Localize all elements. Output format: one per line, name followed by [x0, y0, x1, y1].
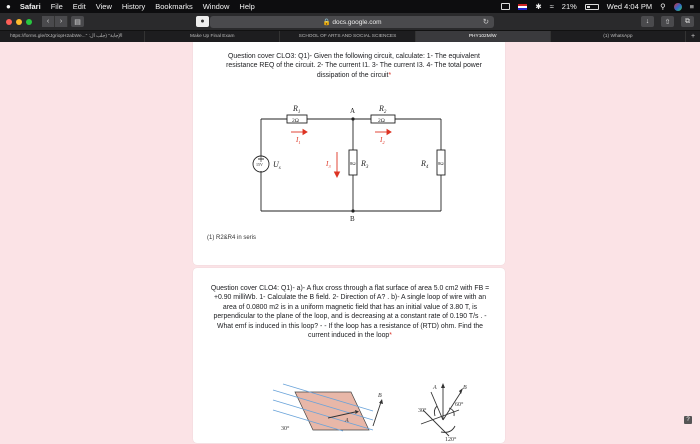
question-card-1: [193, 42, 505, 265]
required-mark: *: [388, 71, 392, 79]
question-2-text: [207, 284, 493, 340]
source-value: 15V: [256, 162, 263, 167]
address-text: docs.google.com: [332, 18, 382, 26]
input-source-flag-icon[interactable]: [518, 4, 527, 10]
r1-label: $R_1$: [293, 104, 301, 115]
node-a-label: A: [350, 107, 356, 115]
tab-bar: [0, 31, 700, 42]
menu-file[interactable]: File: [50, 2, 63, 11]
minimize-window-button[interactable]: [16, 19, 22, 25]
notification-center-icon[interactable]: ≡: [689, 2, 694, 11]
tab-make-up-exam[interactable]: Make Up Final Exam: [145, 31, 280, 42]
apple-icon[interactable]: ●: [6, 2, 11, 11]
display-icon[interactable]: [501, 3, 510, 10]
left-a-label: A: [345, 418, 349, 424]
tab-phy102[interactable]: PHY102M/W: [416, 31, 551, 42]
siri-icon[interactable]: [674, 3, 682, 11]
right-angle-c-label: 120°: [445, 437, 457, 443]
question-1-text: [213, 52, 495, 80]
i3-label: $I_3$: [326, 160, 331, 169]
bluetooth-icon[interactable]: ✱: [535, 2, 542, 11]
privacy-report-icon[interactable]: ●: [196, 16, 209, 27]
battery-icon[interactable]: [585, 4, 599, 10]
new-tab-button[interactable]: +: [690, 33, 696, 40]
lock-icon: 🔒: [322, 19, 333, 26]
back-button[interactable]: ‹: [42, 16, 55, 27]
menu-view[interactable]: View: [95, 2, 112, 11]
right-b-label: B: [463, 385, 467, 391]
circuit-diagram: [249, 104, 459, 222]
status-area: [501, 2, 694, 11]
question-2-body: Question cover CLO4: Q1)- a)- A flux cross through a flat surface of area 5.0 cm2 with FB = +0.90 milliWb. 1- Calculate the B field. 2- Direction of A? . b)- A single loop of wire with an area of 0.0800 m2 is in a uniform magnetic field that has an initial value of 3.80 T, is perpendicular to the plane of the loop, and is decreasing at a constant rate of 0.190 T/s . - What emf is induced in this loop? - - If the loop has a resistance of (RTD) ohm. Find the current induced in the loop: [210, 285, 490, 340]
menu-help[interactable]: Help: [239, 2, 255, 11]
close-window-button[interactable]: [6, 19, 12, 25]
menu-bookmarks[interactable]: Bookmarks: [155, 2, 193, 11]
right-angle-b-label: 60°: [455, 402, 464, 408]
r1-value: 2Ω: [292, 118, 299, 124]
i2-label: $I_2$: [380, 136, 385, 145]
node-b-dot: [351, 209, 354, 212]
sidebar-toggle-button[interactable]: ▤: [71, 16, 84, 27]
right-a-label: A: [433, 385, 437, 391]
r4-value: 8Ω: [438, 161, 444, 166]
right-angle-a-label: 30°: [418, 408, 427, 414]
wifi-icon[interactable]: ≈: [549, 2, 554, 11]
r2-label: $R_2$: [379, 104, 387, 115]
spotlight-search-icon[interactable]: ⚲: [660, 2, 666, 11]
flat-surface: [295, 392, 369, 430]
address-bar[interactable]: [210, 16, 494, 28]
r2-value: 2Ω: [378, 118, 385, 124]
node-b-label: B: [350, 215, 355, 223]
menu-bar: [0, 0, 700, 13]
battery-percent: 21%: [561, 2, 577, 11]
safari-toolbar: [0, 13, 700, 31]
menu-edit[interactable]: Edit: [72, 2, 86, 11]
forward-button[interactable]: ›: [55, 16, 68, 27]
zoom-window-button[interactable]: [26, 19, 32, 25]
question-1-body: Question cover CLO3: Q1)- Given the following circuit, calculate: 1- The equivalent resistance REQ of the circuit. 2- The current I1. 3- The current I3. 4- The total power dissipation of the circuit: [226, 53, 482, 79]
answer-text[interactable]: (1) R2&R4 in seris: [207, 235, 257, 241]
required-mark-2: *: [389, 332, 392, 340]
r3-label: $R_3$: [361, 159, 369, 170]
menu-app[interactable]: Safari: [19, 2, 41, 11]
r4-label: $R_4$: [421, 159, 429, 170]
left-b-label: B: [378, 393, 382, 399]
menu-window[interactable]: Window: [202, 2, 230, 11]
left-angle-label: 30°: [281, 426, 290, 432]
downloads-button[interactable]: ↓: [641, 16, 654, 27]
source-label: $U_s$: [273, 160, 281, 171]
tab-overview-button[interactable]: ⧉: [681, 16, 694, 27]
r3-value: 8Ω: [350, 161, 356, 166]
node-a-dot: [351, 117, 354, 120]
tab-whatsapp[interactable]: (1) WhatsApp: [551, 31, 686, 42]
menu-history[interactable]: History: [121, 2, 146, 11]
tab-school-arts[interactable]: SCHOOL OF ARTS AND SOCIAL SCIENCES: [280, 31, 415, 42]
share-button[interactable]: ⇧: [661, 16, 674, 27]
question-card-2: [193, 268, 505, 443]
clock[interactable]: Wed 4:04 PM: [606, 2, 653, 11]
help-button[interactable]: ?: [684, 416, 692, 424]
flux-figure: [273, 380, 473, 444]
reload-icon[interactable]: ↻: [482, 17, 489, 26]
i1-label: $I_1$: [296, 136, 301, 145]
tab-forms[interactable]: https://forms.gle/tXJgriopH2abWe..." :الإجابة" (جلب ال: [0, 31, 145, 42]
